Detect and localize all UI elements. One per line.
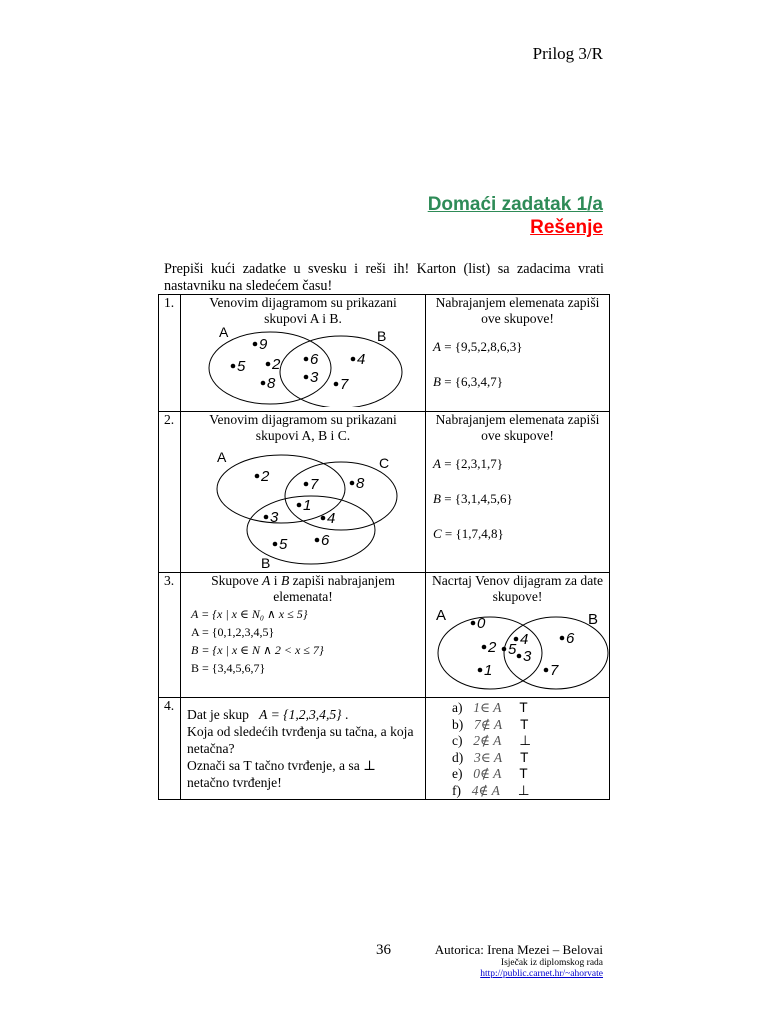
excerpt-note: Isječak iz diplomskog rada: [500, 958, 603, 968]
answer-item-f: f) 4∉ A ⊥: [452, 783, 609, 800]
venn-element: 2: [272, 356, 281, 373]
answer-item-a: a) 1∈ A T: [452, 700, 609, 717]
author-credit: Autorica: Irena Mezei – Belovai: [434, 942, 603, 957]
venn-element: 1: [484, 662, 493, 679]
venn-label-b: B: [377, 328, 387, 344]
venn-element: 3: [523, 648, 532, 665]
venn-element: 9: [259, 336, 268, 353]
set-a-answer: A = {2,3,1,7}: [433, 456, 504, 471]
venn-element: 5: [237, 358, 246, 375]
task-2-instruction: Venovim dijagramom su prikazani skupovi A, B i C.: [209, 412, 397, 443]
task-1-question: Nabrajanjem elemenata zapiši ove skupove!: [435, 295, 600, 326]
task-row-4: [159, 698, 610, 800]
venn-element: 2: [488, 639, 497, 656]
answer-mark: ⊥: [517, 782, 530, 798]
venn-element: 6: [310, 351, 319, 368]
venn-element: 5: [279, 536, 288, 553]
page-subtitle: Rešenje: [530, 217, 603, 238]
venn-element: 4: [327, 510, 336, 527]
formula-b-list: B = {3,4,5,6,7}: [191, 661, 266, 675]
venn-element: 0: [477, 615, 486, 632]
venn-diagram-2: [181, 444, 425, 568]
task-number: 3.: [159, 573, 181, 698]
task-4-question: Koja od sledećih tvrđenja su tačna, a koja netačna?: [187, 724, 414, 756]
task-1-instruction: Venovim dijagramom su prikazani skupovi A i B.: [209, 295, 397, 326]
venn-diagram-1: [181, 327, 425, 407]
task-4-instruction: [181, 698, 425, 791]
formula-b-rule: B = {x | x ∈ N ∧ 2 < x ≤ 7}: [191, 643, 324, 657]
venn-element: 1: [303, 497, 312, 514]
answer-item-e: e) 0∉ A T: [452, 766, 609, 783]
set-b-answer: B = {6,3,4,7}: [433, 374, 504, 389]
task-number: 4.: [159, 698, 181, 800]
venn-label-a: A: [219, 327, 229, 340]
venn-label-a: A: [436, 607, 447, 624]
answer-item-b: b) 7∉ A T: [452, 717, 609, 734]
venn-element: 7: [550, 662, 559, 679]
venn-element: 2: [261, 468, 270, 485]
task-3-instruction: Skupove A i B zapiši nabrajanjem elemenata!: [211, 573, 395, 604]
venn-element: 3: [310, 369, 319, 386]
venn-label-b: B: [588, 611, 599, 628]
answer-item-c: c) 2∉ A ⊥: [452, 733, 609, 750]
task-number: 1.: [159, 295, 181, 412]
task-row-2: [159, 412, 610, 573]
venn-label-b: B: [261, 555, 271, 568]
task-3-question: Nacrtaj Venov dijagram za date skupove!: [431, 573, 604, 604]
task-row-1: [159, 295, 610, 412]
answer-mark: T: [519, 700, 528, 715]
task-2-question: Nabrajanjem elemenata zapiši ove skupove!: [435, 412, 600, 443]
formula-a-rule: A = {x | x ∈ N₀ ∧ x ≤ 5}: [191, 607, 308, 621]
page-number: 36: [376, 942, 391, 958]
venn-element: 6: [566, 630, 575, 647]
venn-element: 6: [321, 532, 330, 549]
set-c-answer: C = {1,7,4,8}: [433, 526, 504, 541]
venn-element: 7: [340, 376, 349, 393]
set-b-answer: B = {3,1,4,5,6}: [433, 491, 513, 506]
venn-element: 3: [270, 509, 279, 526]
given-set-line: Dat je skup A = {1,2,3,4,5} .: [187, 707, 349, 722]
venn-element: 7: [310, 476, 319, 493]
venn-element: 5: [508, 641, 517, 658]
venn-diagram-3: [426, 605, 609, 693]
venn-label-c: C: [379, 455, 390, 471]
venn-element: 8: [356, 475, 365, 492]
intro-text: Prepiši kući zadatke u svesku i reši ih! Karton (list) sa zadacima vrati nastavniku na sledećem času!: [164, 261, 604, 294]
source-link[interactable]: http://public.carnet.hr/~ahorvate: [480, 969, 603, 979]
tasks-table: [158, 294, 610, 800]
set-a-answer: A = {9,5,2,8,6,3}: [433, 339, 523, 354]
answer-mark: T: [519, 766, 528, 781]
venn-element: 4: [357, 351, 366, 368]
venn-element: 8: [267, 375, 276, 392]
formula-a-list: A = {0,1,2,3,4,5}: [191, 625, 275, 639]
answer-mark: ⊥: [519, 733, 532, 748]
answer-mark: T: [520, 716, 529, 732]
task-number: 2.: [159, 412, 181, 573]
attachment-label: Prilog 3/R: [532, 44, 603, 63]
task-row-3: [159, 573, 610, 698]
task-4-marking-instruction: Označi sa T tačno tvrđenje, a sa ⊥ netačno tvrđenje!: [187, 758, 376, 790]
page-title: Domaći zadatak 1/a: [427, 194, 603, 215]
venn-element: 4: [520, 631, 529, 648]
answer-item-d: d) 3∈ A T: [452, 750, 609, 767]
answer-mark: T: [520, 749, 529, 765]
venn-label-a: A: [217, 449, 227, 465]
